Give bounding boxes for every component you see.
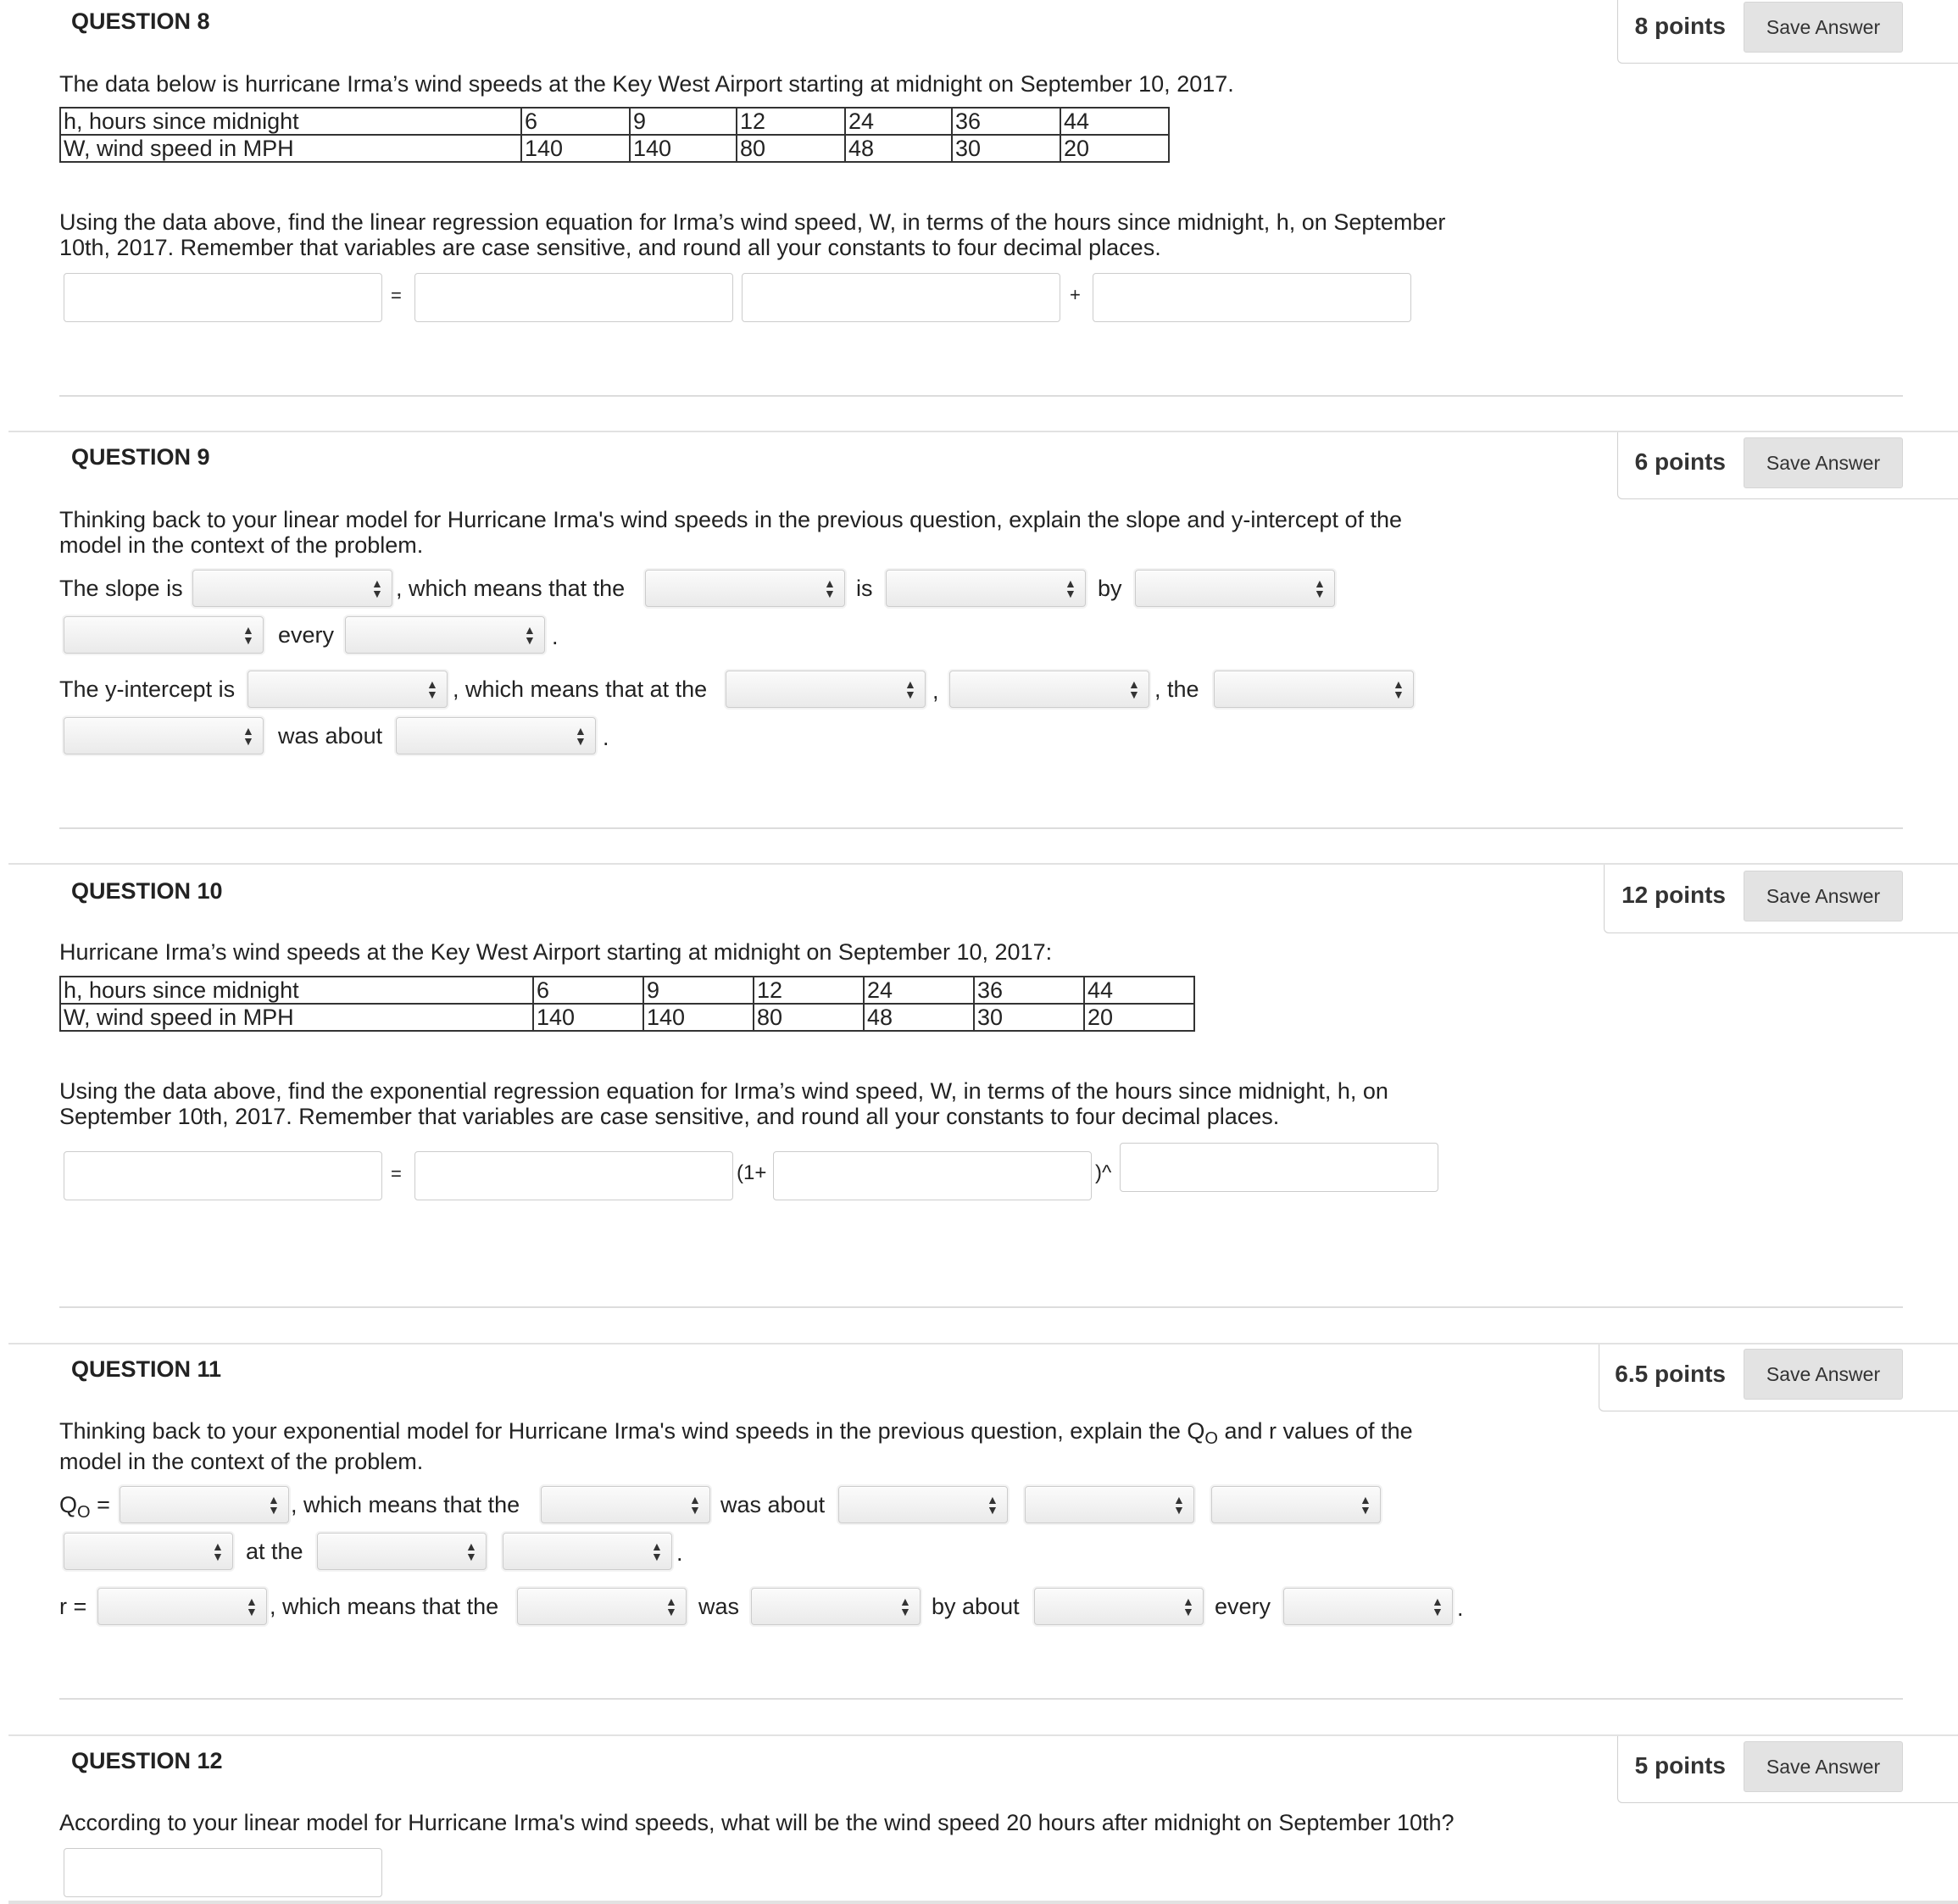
question-9-prompt-line1: Thinking back to your linear model for Hurricane Irma's wind speeds in the previous question, explain the slope and y-intercept of the [59,507,1403,532]
question-9-title: QUESTION 9 [71,444,210,470]
question-10-data-table [59,976,1195,1032]
question-8-prompt-line2: 10th, 2017. Remember that variables are case sensitive, and round all your constants to four decimal places. [59,235,1161,260]
up-down-arrow-icon: ▲ ▼ [1128,677,1140,701]
y-intercept-qualifier-select[interactable] [64,717,264,754]
question-8-variable-input[interactable] [742,273,1060,322]
page-bottom-edge [8,1901,1958,1904]
subscript-o: O [1204,1429,1218,1448]
table-cell: 30 [952,135,1060,162]
plus-sign: + [1070,284,1081,305]
at-the-label: at the [246,1539,303,1564]
y-intercept-is-label: The y-intercept is [59,676,236,702]
up-down-arrow-icon: ▲ ▼ [575,724,587,748]
table-cell: 48 [845,135,952,162]
question-8-divider [59,395,1903,397]
q0-amount-select[interactable] [838,1486,1008,1523]
up-down-arrow-icon: ▲ ▼ [246,1595,258,1618]
question-10-rate-input[interactable] [773,1151,1092,1200]
table-row [60,1004,1194,1031]
up-down-arrow-icon: ▲ ▼ [465,1539,477,1563]
table-cell: 9 [630,108,737,135]
table-cell: 6 [533,977,643,1004]
up-down-arrow-icon: ▲ ▼ [824,576,836,600]
up-down-arrow-icon: ▲ ▼ [212,1539,224,1563]
table-row [60,108,1169,135]
equals-text: = [90,1492,110,1517]
comma: , [932,678,939,704]
question-11-divider [59,1698,1903,1700]
question-8-intro: The data below is hurricane Irma’s wind speeds at the Key West Airport starting at midnight on September 10, 2017. [59,71,1234,97]
r-quantity-select[interactable] [517,1588,687,1625]
by-label: by [1098,576,1122,601]
q0-unit-select[interactable] [1025,1486,1194,1523]
table-cell: 12 [754,977,864,1004]
up-down-arrow-icon: ▲ ▼ [524,623,536,647]
question-8-save-button[interactable]: Save Answer [1744,2,1903,53]
question-10-intro: Hurricane Irma’s wind speeds at the Key West Airport starting at midnight on September 10, 2017: [59,939,1053,965]
question-9-prompt-line2: model in the context of the problem. [59,532,424,558]
up-down-arrow-icon: ▲ ▼ [268,1493,280,1517]
up-down-arrow-icon: ▲ ▼ [651,1539,663,1563]
table-cell: 80 [737,135,845,162]
up-down-arrow-icon: ▲ ▼ [1393,677,1405,701]
question-8-lhs-input[interactable] [64,273,382,322]
table-cell: 80 [754,1004,864,1031]
question-11-title: QUESTION 11 [71,1356,222,1382]
q0-label [59,1492,110,1525]
q0-qualifier-select[interactable] [1211,1486,1381,1523]
slope-time-unit-select[interactable] [345,616,545,654]
by-about-label: by about [932,1594,1020,1619]
table-cell: 12 [737,108,845,135]
table-header-h: h, hours since midnight [60,108,521,135]
question-10-exponent-input[interactable] [1120,1143,1438,1192]
table-cell: 140 [533,1004,643,1031]
q-letter: Q [59,1492,78,1517]
up-down-arrow-icon: ▲ ▼ [904,677,916,701]
question-8-data-table [59,107,1170,163]
open-paren-label: (1+ [737,1161,767,1184]
question-11-prompt-line2: model in the context of the problem. [59,1449,424,1474]
table-cell: 140 [630,135,737,162]
y-intercept-time-select[interactable] [726,671,926,708]
up-down-arrow-icon: ▲ ▼ [242,724,254,748]
table-header-h: h, hours since midnight [60,977,533,1004]
was-about-label: was about [720,1492,826,1517]
question-10-points: 12 points [1621,882,1726,908]
r-amount-select[interactable] [1034,1588,1204,1625]
prompt-text: Thinking back to your exponential model for Hurricane Irma's wind speeds in the previous question, explain the Q [59,1418,1205,1444]
up-down-arrow-icon: ▲ ▼ [1432,1595,1443,1618]
table-cell: 48 [864,1004,974,1031]
question-10-title: QUESTION 10 [71,878,223,904]
slope-value-select[interactable] [192,570,392,607]
question-10-divider [59,1306,1903,1308]
period: . [552,624,559,649]
period: . [603,725,609,750]
question-9-points: 6 points [1634,448,1726,475]
slope-quantity-select[interactable] [645,570,845,607]
table-cell: 24 [864,977,974,1004]
question-11-save-button[interactable]: Save Answer [1744,1349,1903,1400]
up-down-arrow-icon: ▲ ▼ [899,1595,911,1618]
up-down-arrow-icon: ▲ ▼ [1182,1595,1194,1618]
question-12-save-button[interactable]: Save Answer [1744,1741,1903,1792]
up-down-arrow-icon: ▲ ▼ [689,1493,701,1517]
table-header-w: W, wind speed in MPH [60,1004,533,1031]
which-means-label: , which means that the [291,1492,520,1517]
up-down-arrow-icon: ▲ ▼ [665,1595,677,1618]
every-label: every [1215,1594,1271,1619]
up-down-arrow-icon: ▲ ▼ [1314,576,1326,600]
up-down-arrow-icon: ▲ ▼ [242,623,254,647]
up-down-arrow-icon: ▲ ▼ [1065,576,1076,600]
prompt-text: and r values of the [1217,1418,1413,1444]
question-12-prompt: According to your linear model for Hurricane Irma's wind speeds, what will be the wind speed 20 hours after midnight on September 10th? [59,1810,1455,1835]
y-intercept-amount-select[interactable] [396,717,596,754]
q0-quantity-select[interactable] [541,1486,710,1523]
q0-time-select[interactable] [317,1533,487,1570]
table-cell: 36 [974,977,1084,1004]
question-12-answer-input[interactable] [64,1848,382,1897]
table-cell: 24 [845,108,952,135]
which-means-label: , which means that the [396,576,626,601]
up-down-arrow-icon: ▲ ▼ [1173,1493,1185,1517]
question-9-divider [59,827,1903,829]
r-time-unit-select[interactable] [1283,1588,1453,1625]
r-equals-label: r = [59,1594,87,1619]
table-cell: 44 [1060,108,1169,135]
question-10-prompt-line1: Using the data above, find the exponential regression equation for Irma’s wind speed, W, in terms of the hours since midnight, h, on [59,1078,1388,1104]
question-12-title: QUESTION 12 [71,1748,223,1773]
slope-unit-select[interactable] [64,616,264,654]
q0-value-select[interactable] [120,1486,289,1523]
table-cell: 20 [1084,1004,1194,1031]
every-label: every [278,622,335,648]
slope-amount-select[interactable] [1135,570,1335,607]
table-row [60,135,1169,162]
up-down-arrow-icon: ▲ ▼ [371,576,383,600]
y-intercept-date-select[interactable] [949,671,1149,708]
close-paren-exponent-label: )^ [1095,1161,1112,1184]
q0-date-select[interactable] [503,1533,672,1570]
up-down-arrow-icon: ▲ ▼ [1360,1493,1371,1517]
question-10-save-button[interactable]: Save Answer [1744,871,1903,921]
r-direction-select[interactable] [751,1588,921,1625]
question-10-prompt-line2: September 10th, 2017. Remember that variables are case sensitive, and round all your constants to four decimal places. [59,1104,1280,1129]
question-12-points: 5 points [1634,1752,1726,1779]
table-cell: 140 [521,135,630,162]
y-intercept-quantity-select[interactable] [1214,671,1414,708]
subscript-o: O [77,1503,91,1522]
question-8-title: QUESTION 8 [71,8,210,34]
table-cell: 30 [974,1004,1084,1031]
was-label: was [698,1594,740,1619]
up-down-arrow-icon: ▲ ▼ [426,677,438,701]
question-8-slope-input[interactable] [414,273,733,322]
was-about-label: was about [278,723,383,749]
equals-sign: = [391,285,402,306]
equals-sign: = [391,1163,402,1184]
slope-is-label: The slope is [59,576,183,601]
table-row [60,977,1194,1004]
question-8-prompt-line1: Using the data above, find the linear regression equation for Irma’s wind speed, W, in terms of the hours since midnight, h, on September [59,209,1446,235]
table-cell: 20 [1060,135,1169,162]
table-cell: 140 [643,1004,754,1031]
table-cell: 9 [643,977,754,1004]
r-value-select[interactable] [97,1588,267,1625]
is-label: is [856,576,873,601]
question-11-prompt-line1 [59,1418,1413,1451]
question-10-lhs-input[interactable] [64,1151,382,1200]
question-9-save-button[interactable]: Save Answer [1744,437,1903,488]
which-means-label: , which means that the [270,1594,499,1619]
period: . [1457,1595,1464,1621]
question-8-intercept-input[interactable] [1093,273,1411,322]
table-cell: 44 [1084,977,1194,1004]
which-means-at-label: , which means that at the [453,676,708,702]
up-down-arrow-icon: ▲ ▼ [987,1493,998,1517]
question-10-initial-value-input[interactable] [414,1151,733,1200]
y-intercept-value-select[interactable] [248,671,448,708]
the-label: , the [1154,676,1199,702]
slope-direction-select[interactable] [886,570,1086,607]
table-cell: 36 [952,108,1060,135]
period: . [676,1540,683,1566]
question-8-points: 8 points [1634,13,1726,39]
q0-subject-select[interactable] [64,1533,233,1570]
question-11-points: 6.5 points [1615,1361,1726,1387]
table-cell: 6 [521,108,630,135]
table-header-w: W, wind speed in MPH [60,135,521,162]
